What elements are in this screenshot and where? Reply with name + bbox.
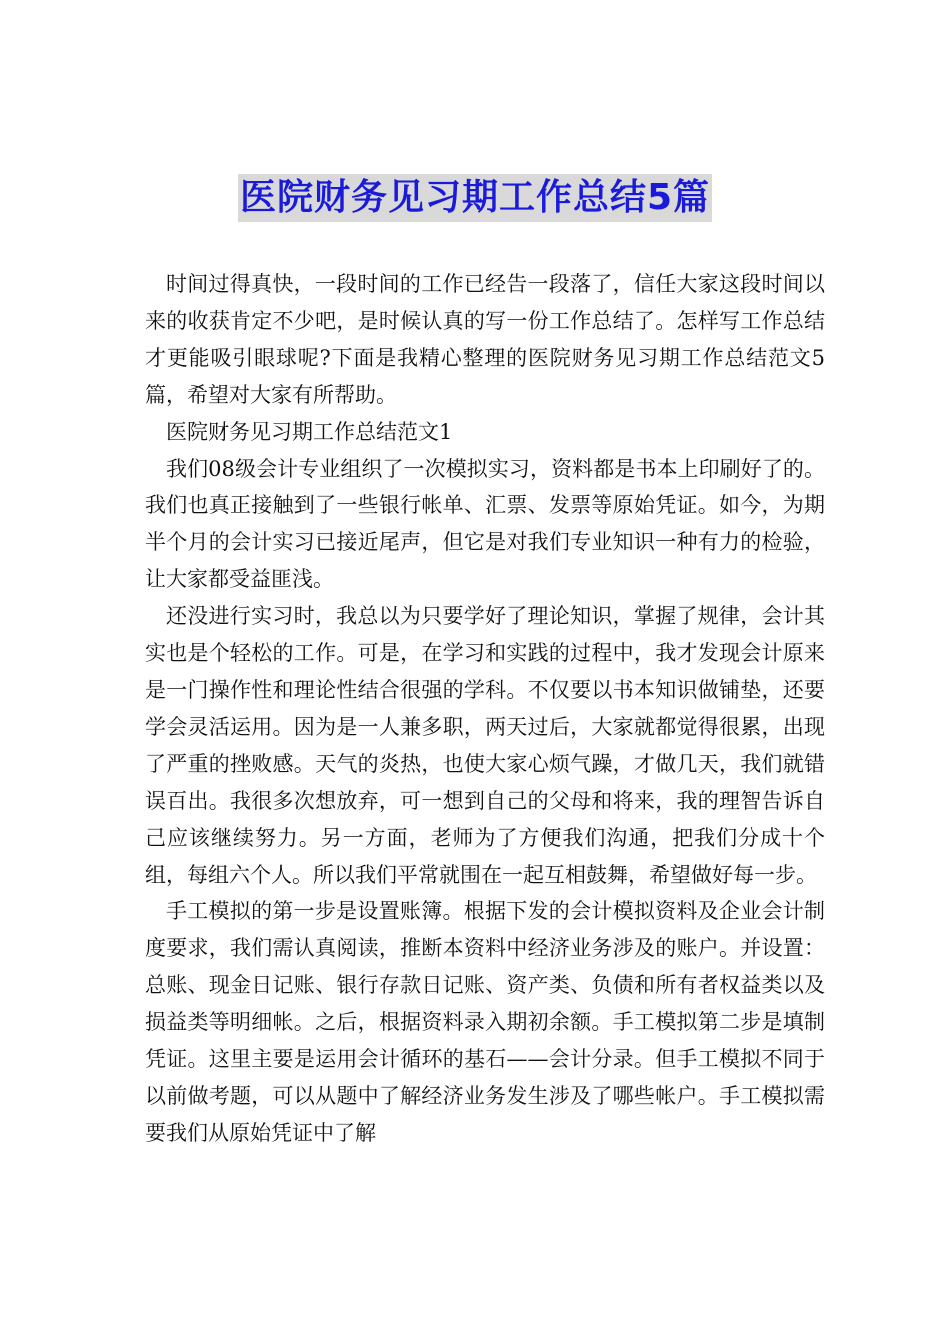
body-paragraph: 还没进行实习时，我总以为只要学好了理论知识，掌握了规律，会计其实也是个轻松的工作。可是，在学习和实践的过程中，我才发现会计原来是一门操作性和理论性结合很强的学科。不仅要以书本知识做铺垫，还要学会灵活运用。因为是一人兼多职，两天过后，大家就都觉得很累，出现了严重的挫败感。天气的炎热，也使大家心烦气躁，才做几天，我们就错误百出。我很多次想放弃，可一想到自己的父母和将来，我的理智告诉自己应该继续努力。另一方面，老师为了方便我们沟通，把我们分成十个组，每组六个人。所以我们平常就围在一起互相鼓舞，希望做好每一步。 bbox=[145, 604, 825, 887]
document-title: 医院财务见习期工作总结5篇 bbox=[238, 174, 712, 222]
title-area bbox=[0, 174, 950, 222]
body-paragraph: 手工模拟的第一步是设置账簿。根据下发的会计模拟资料及企业会计制度要求，我们需认真阅读，推断本资料中经济业务涉及的账户。并设置：总账、现金日记账、银行存款日记账、资产类、负债和所有者权益类以及损益类等明细帐。之后，根据资料录入期初余额。手工模拟第二步是填制凭证。这里主要是运用会计循环的基石——会计分录。但手工模拟不同于以前做考题，可以从题中了解经济业务发生涉及了哪些帐户。手工模拟需要我们从原始凭证中了解 bbox=[145, 899, 825, 1145]
document-body bbox=[145, 266, 825, 1152]
intro-paragraph: 时间过得真快，一段时间的工作已经告一段落了，信任大家这段时间以来的收获肯定不少吧，是时候认真的写一份工作总结了。怎样写工作总结才更能吸引眼球呢?下面是我精心整理的医院财务见习期工作总结范文5篇，希望对大家有所帮助。 bbox=[145, 272, 825, 407]
body-paragraph: 我们08级会计专业组织了一次模拟实习，资料都是书本上印刷好了的。我们也真正接触到了一些银行帐单、汇票、发票等原始凭证。如今，为期半个月的会计实习已接近尾声，但它是对我们专业知识一种有力的检验，让大家都受益匪浅。 bbox=[145, 456, 825, 592]
section-heading: 医院财务见习期工作总结范文1 bbox=[166, 419, 453, 444]
